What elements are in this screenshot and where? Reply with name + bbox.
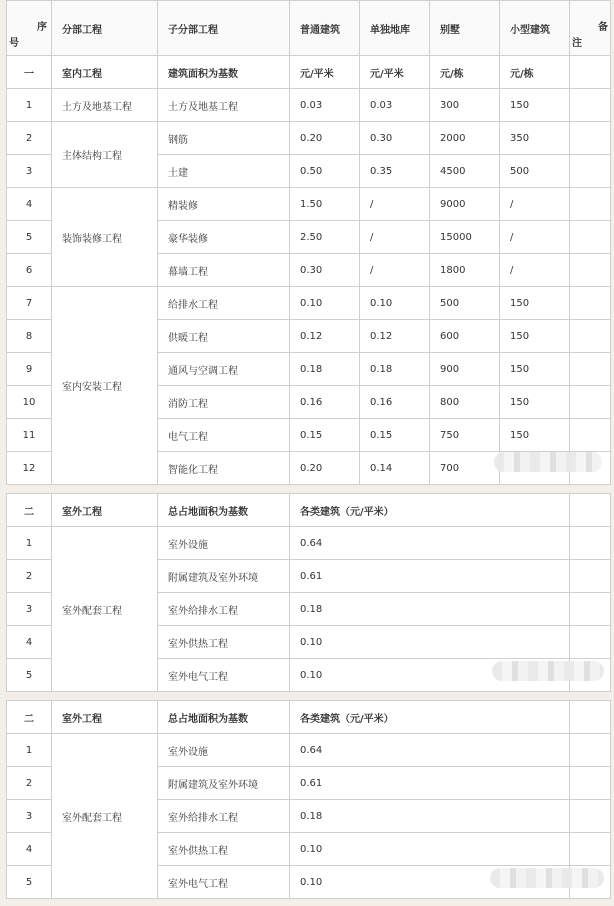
row-v: 0.61 (290, 560, 570, 593)
row-sub: 附属建筑及室外环境 (158, 767, 290, 800)
row-v3: 9000 (430, 188, 500, 221)
blurred-watermark (490, 868, 604, 888)
row-no: 5 (7, 221, 52, 254)
row-no: 2 (7, 560, 52, 593)
row-v3: 700 (430, 452, 500, 485)
outdoor-fee-table-1 (6, 493, 610, 692)
row-v3: 500 (430, 287, 500, 320)
row-v4: / (500, 188, 570, 221)
section-basis: 总占地面积为基数 (158, 494, 290, 527)
row-v: 0.10 (290, 866, 570, 899)
row-no: 6 (7, 254, 52, 287)
row-sub: 供暖工程 (158, 320, 290, 353)
row-v4: 150 (500, 353, 570, 386)
row-v3: 2000 (430, 122, 500, 155)
row-sub: 给排水工程 (158, 287, 290, 320)
row-sub: 精装修 (158, 188, 290, 221)
table-row (7, 527, 611, 560)
row-v: 0.61 (290, 767, 570, 800)
row-sub: 土方及地基工程 (158, 89, 290, 122)
outdoor-fee-table-2 (6, 700, 610, 899)
row-sub: 电气工程 (158, 419, 290, 452)
row-sub: 智能化工程 (158, 452, 290, 485)
section-row (7, 494, 611, 527)
row-v: 0.64 (290, 734, 570, 767)
row-no: 1 (7, 89, 52, 122)
row-no: 3 (7, 155, 52, 188)
row-v2: / (360, 188, 430, 221)
row-sub: 通风与空调工程 (158, 353, 290, 386)
row-no: 9 (7, 353, 52, 386)
row-sub: 室外电气工程 (158, 659, 290, 692)
section-no: 一 (7, 56, 52, 89)
header-villa: 别墅 (430, 1, 500, 56)
row-sub: 室外电气工程 (158, 866, 290, 899)
row-v1: 0.12 (290, 320, 360, 353)
row-v1: 0.20 (290, 122, 360, 155)
row-sub: 室外给排水工程 (158, 593, 290, 626)
row-part: 装饰装修工程 (52, 188, 158, 287)
row-sub: 室外供热工程 (158, 833, 290, 866)
section-basis: 建筑面积为基数 (158, 56, 290, 89)
unit-2: 元/平米 (360, 56, 430, 89)
row-v4: 150 (500, 287, 570, 320)
row-v2: / (360, 254, 430, 287)
row-v2: 0.10 (360, 287, 430, 320)
table-row (7, 188, 611, 221)
section-no: 二 (7, 701, 52, 734)
table-row (7, 122, 611, 155)
row-no: 8 (7, 320, 52, 353)
section-unit: 各类建筑（元/平米） (290, 701, 570, 734)
table-row (7, 89, 611, 122)
section-no: 二 (7, 494, 52, 527)
header-part: 分部工程 (52, 1, 158, 56)
row-sub: 室外设施 (158, 734, 290, 767)
header-remark-1: 备 (598, 22, 608, 33)
row-no: 2 (7, 767, 52, 800)
row-part: 室外配套工程 (52, 527, 158, 692)
row-v: 0.18 (290, 593, 570, 626)
row-v2: 0.12 (360, 320, 430, 353)
unit-4: 元/栋 (500, 56, 570, 89)
row-v: 0.64 (290, 527, 570, 560)
row-v4: 500 (500, 155, 570, 188)
row-no: 3 (7, 800, 52, 833)
row-v4: 150 (500, 386, 570, 419)
row-sub: 室外供热工程 (158, 626, 290, 659)
table-header-row (7, 1, 611, 56)
row-v4: 150 (500, 320, 570, 353)
row-v3: 800 (430, 386, 500, 419)
row-v2: 0.03 (360, 89, 430, 122)
unit-3: 元/栋 (430, 56, 500, 89)
row-part: 土方及地基工程 (52, 89, 158, 122)
row-sub: 豪华装修 (158, 221, 290, 254)
row-v4: 150 (500, 419, 570, 452)
row-sub: 钢筋 (158, 122, 290, 155)
row-part: 室内安装工程 (52, 287, 158, 485)
row-v3: 750 (430, 419, 500, 452)
row-sub: 消防工程 (158, 386, 290, 419)
row-no: 1 (7, 734, 52, 767)
header-small: 小型建筑 (500, 1, 570, 56)
row-sub: 附属建筑及室外环境 (158, 560, 290, 593)
row-v: 0.18 (290, 800, 570, 833)
row-v1: 1.50 (290, 188, 360, 221)
row-v2: 0.15 (360, 419, 430, 452)
row-v2: 0.30 (360, 122, 430, 155)
unit-1: 元/平米 (290, 56, 360, 89)
indoor-fee-table (6, 0, 610, 485)
row-v4: 350 (500, 122, 570, 155)
row-v1: 0.15 (290, 419, 360, 452)
table-row (7, 287, 611, 320)
section-part: 室外工程 (52, 494, 158, 527)
row-v2: 0.35 (360, 155, 430, 188)
row-no: 12 (7, 452, 52, 485)
row-v3: 15000 (430, 221, 500, 254)
row-v3: 600 (430, 320, 500, 353)
row-v1: 0.18 (290, 353, 360, 386)
row-v2: 0.14 (360, 452, 430, 485)
section-part: 室内工程 (52, 56, 158, 89)
row-v4: 150 (500, 89, 570, 122)
row-v4: / (500, 254, 570, 287)
row-v2: / (360, 221, 430, 254)
section-row (7, 56, 611, 89)
row-v: 0.10 (290, 626, 570, 659)
row-sub: 室外设施 (158, 527, 290, 560)
row-v1: 0.50 (290, 155, 360, 188)
row-no: 5 (7, 659, 52, 692)
header-ordinary: 普通建筑 (290, 1, 360, 56)
row-v2: 0.16 (360, 386, 430, 419)
row-v1: 0.30 (290, 254, 360, 287)
row-v1: 0.10 (290, 287, 360, 320)
row-no: 2 (7, 122, 52, 155)
row-sub: 室外给排水工程 (158, 800, 290, 833)
row-v1: 0.16 (290, 386, 360, 419)
row-v3: 300 (430, 89, 500, 122)
row-v: 0.10 (290, 833, 570, 866)
row-no: 10 (7, 386, 52, 419)
row-no: 4 (7, 626, 52, 659)
row-v3: 900 (430, 353, 500, 386)
row-no: 5 (7, 866, 52, 899)
header-serial-1: 序 (37, 22, 47, 33)
row-no: 11 (7, 419, 52, 452)
row-no: 4 (7, 833, 52, 866)
table-row (7, 734, 611, 767)
row-v3: 1800 (430, 254, 500, 287)
row-no: 7 (7, 287, 52, 320)
row-part: 室外配套工程 (52, 734, 158, 899)
row-sub: 幕墙工程 (158, 254, 290, 287)
row-no: 3 (7, 593, 52, 626)
header-basement: 单独地库 (360, 1, 430, 56)
row-v: 0.10 (290, 659, 570, 692)
row-v3: 4500 (430, 155, 500, 188)
blurred-watermark (494, 452, 602, 472)
row-no: 1 (7, 527, 52, 560)
row-v4: / (500, 221, 570, 254)
row-v1: 0.03 (290, 89, 360, 122)
row-v1: 2.50 (290, 221, 360, 254)
header-serial-2: 号 (9, 38, 19, 49)
row-part: 主体结构工程 (52, 122, 158, 188)
row-sub: 土建 (158, 155, 290, 188)
header-subpart: 子分部工程 (158, 1, 290, 56)
row-v1: 0.20 (290, 452, 360, 485)
header-remark-2: 注 (572, 38, 582, 49)
blurred-watermark (492, 661, 604, 681)
row-no: 4 (7, 188, 52, 221)
section-unit: 各类建筑（元/平米） (290, 494, 570, 527)
row-v2: 0.18 (360, 353, 430, 386)
section-row (7, 701, 611, 734)
section-basis: 总占地面积为基数 (158, 701, 290, 734)
section-part: 室外工程 (52, 701, 158, 734)
